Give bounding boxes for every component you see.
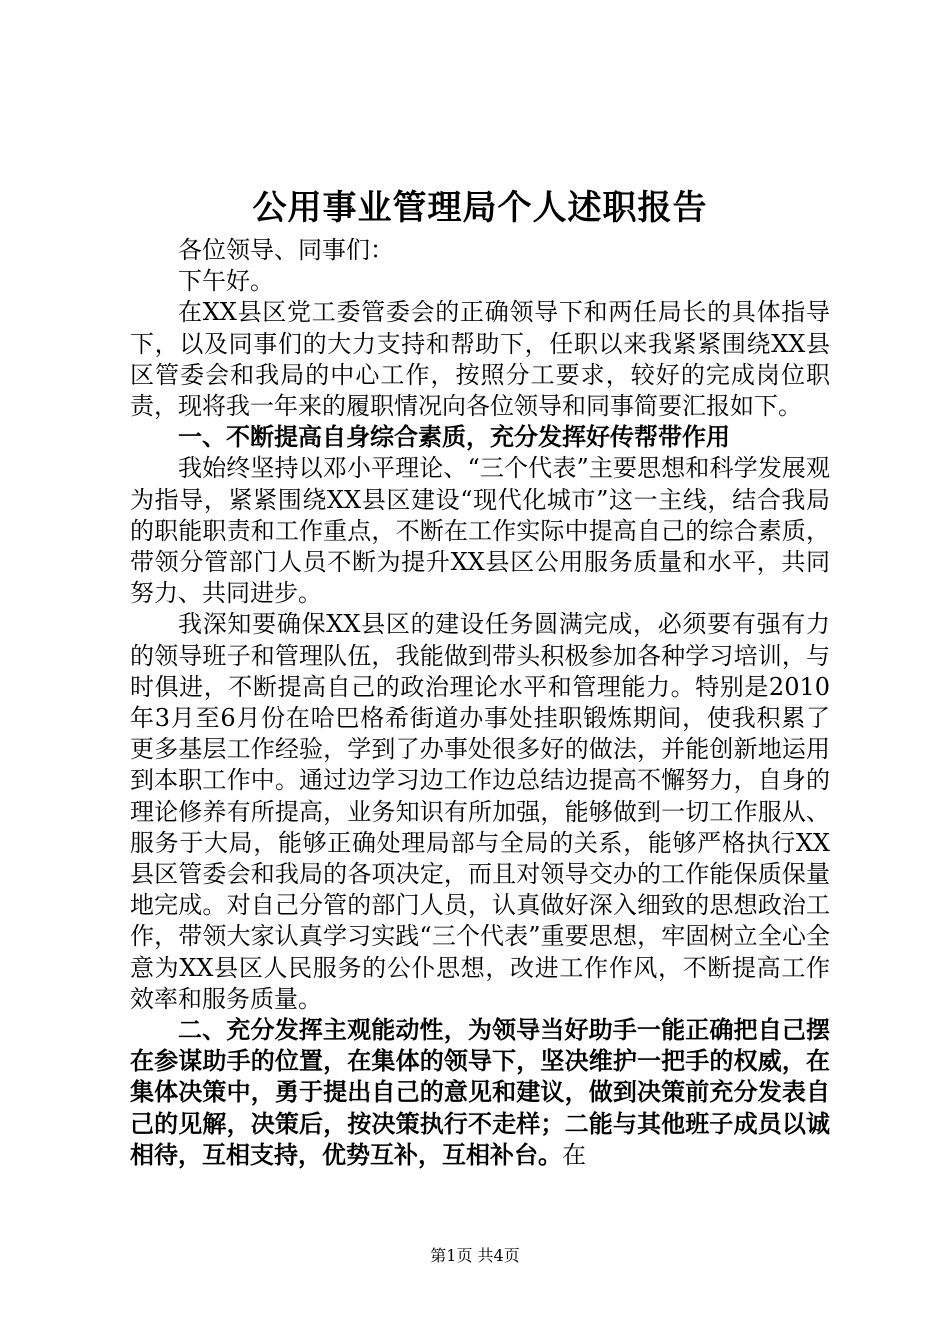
intro-paragraph: 在XX县区党工委管委会的正确领导下和两任局长的具体指导下，以及同事们的大力支持和帮助下，任职以来我紧紧围绕XX县区管委会和我局的中心工作，按照分工要求，较好的完成岗位职责，现将我一年来的履职情况向各位领导和同事简要汇报如下。 — [130, 298, 830, 421]
section1-paragraph-1: 我始终坚持以邓小平理论、“三个代表”主要思想和科学发展观为指导，紧紧围绕XX县区建设“现代化城市”这一主线，结合我局的职能职责和工作重点，不断在工作实际中提高自己的综合素质，带领分管部门人员不断为提升XX县区公用服务质量和水平，共同努力、共同进步。 — [130, 454, 830, 608]
greeting: 各位领导、同事们： — [178, 236, 394, 264]
document-title: 公用事业管理局个人述职报告 — [252, 188, 708, 228]
section2-paragraph — [130, 1015, 830, 1171]
section2-tail-text: 在 — [562, 1140, 586, 1169]
section2-bold-text: 二、充分发挥主观能动性，为领导当好助手一能正确把自己摆在参谋助手的位置，在集体的领导下，坚决维护一把手的权威，在集体决策中，勇于提出自己的意见和建议，做到决策前充分发表自己的见解，决策后，按决策执行不走样；二能与其他班子成员以诚相待，互相支持，优势互补，互相补台。 — [130, 1016, 830, 1169]
section1-heading: 一、不断提高自身综合素质，充分发挥好传帮带作用 — [178, 423, 730, 452]
section1-paragraph-2: 我深知要确保XX县区的建设任务圆满完成，必须要有强有力的领导班子和管理队伍，我能做到带头积极参加各种学习培训，与时俱进，不断提高自己的政治理论水平和管理能力。特别是2010年3月至6月份在哈巴格希街道办事处挂职锻炼期间，使我积累了更多基层工作经验，学到了办事处很多好的做法，并能创新地运用到本职工作中。通过边学习边工作边总结边提高不懈努力，自身的理论修养有所提高，业务知识有所加强，能够做到一切工作服从、服务于大局，能够正确处理局部与全局的关系，能够严格执行XX县区管委会和我局的各项决定，而且对领导交办的工作能保质保量地完成。对自己分管的部门人员，认真做好深入细致的思想政治工作，带领大家认真学习实践“三个代表”重要思想，牢固树立全心全意为XX县区人民服务的公仆思想，改进工作作风，不断提高工作效率和服务质量。 — [130, 610, 830, 1013]
page-footer: 第1页 共4页 — [430, 1246, 520, 1265]
document-page — [130, 180, 830, 1171]
salutation: 下午好。 — [178, 267, 274, 296]
